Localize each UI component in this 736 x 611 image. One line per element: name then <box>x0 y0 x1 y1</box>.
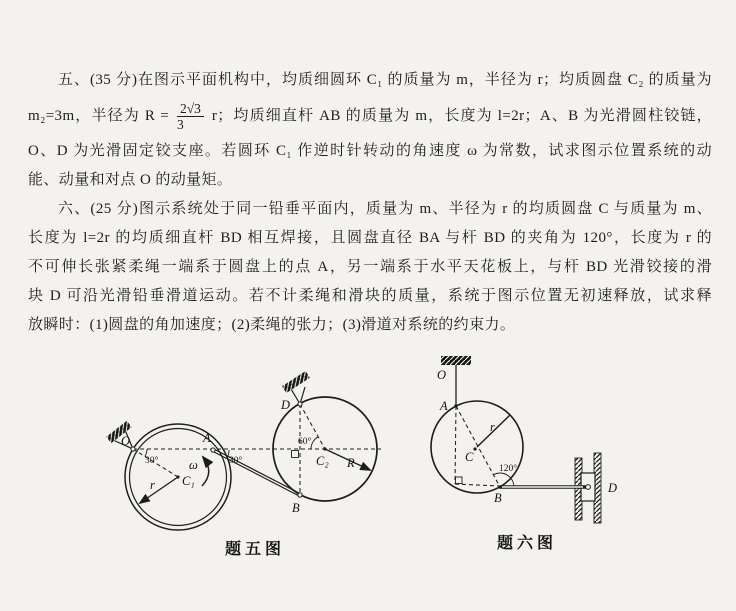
problem6-line2: 长度为 l=2r 的均质细直杆 BD 相互焊接，且圆盘直径 BA 与杆 BD 的夹角为 120°，长度为 r 的 <box>28 230 712 246</box>
figure-problem5 <box>95 368 395 563</box>
label-a: A <box>203 431 211 445</box>
fig6-caption: 题六图 <box>496 535 557 552</box>
problem6-line1: 六、(25 分)图示系统处于同一铅垂平面内，质量为 m、半径为 r 的均质圆盘 C 与质量为 m、 <box>58 201 712 217</box>
omega-rotation-arrow-icon <box>202 457 209 486</box>
label-r: r <box>150 478 155 492</box>
fraction-2root3-over-3 <box>177 101 204 133</box>
problem-text <box>28 66 712 340</box>
construction-lines-fig5 <box>133 404 381 495</box>
problem6-line3: 不可伸长张紧柔绳一端系于圆盘上的点 A，另一端系于水平天花板上，与杆 BD 光滑铰接的滑 <box>28 259 712 275</box>
label-angle-120-at-b: 120° <box>499 464 518 474</box>
problem5-line2 <box>28 95 712 137</box>
right-angle-marker-fig5 <box>292 451 299 458</box>
label-c1: C₁ <box>182 474 195 488</box>
angle-arcs-fig5 <box>145 437 318 458</box>
fraction-denominator: 3 <box>177 117 184 133</box>
fig5-caption: 题五图 <box>224 541 285 558</box>
right-angle-marker-fig6 <box>456 477 463 484</box>
problem5-line2-post: r；均质细直杆 AB 的质量为 m，长度为 l=2r；A、B 为光滑圆柱铰链， <box>211 108 712 124</box>
label-d: D <box>281 398 291 412</box>
rod-ab <box>212 449 300 496</box>
label-c2: C₂ <box>316 454 329 468</box>
problem5-line4: 能、动量和对点 O 的动量矩。 <box>28 172 233 188</box>
label-o: O <box>437 368 447 382</box>
label-b: B <box>292 501 300 515</box>
label-d: D <box>608 481 618 495</box>
label-angle-30-at-a: 30° <box>229 456 243 466</box>
label-o: O <box>121 434 131 448</box>
problem6-line4: 块 D 可沿光滑铅垂滑道运动。若不计柔绳和滑块的质量，系统于图示位置无初速释放，试求释 <box>28 288 712 304</box>
label-angle-30-at-o: 30° <box>145 456 159 466</box>
ceiling-support-icon <box>441 356 471 365</box>
label-r: r <box>490 420 495 434</box>
label-omega: ω <box>189 458 198 472</box>
problem6-line5: 放瞬时：(1)圆盘的角加速度；(2)柔绳的张力；(3)滑道对系统的约束力。 <box>28 317 516 333</box>
fraction-numerator: 2√3 <box>177 101 204 118</box>
label-R: R <box>347 456 355 470</box>
label-a: A <box>440 399 448 413</box>
label-b: B <box>494 491 502 505</box>
radius-r-arrow <box>140 477 178 503</box>
label-angle-60-at-c2: 60° <box>298 437 312 447</box>
problem5-line1: 五、(35 分)在图示平面机构中，均质细圆环 C₁ 的质量为 m，半径为 r；均质圆盘 C₂ 的质量为 <box>58 72 712 88</box>
problem5-line3: O、D 为光滑固定铰支座。若圆环 C₁ 作逆时针转动的角速度 ω 为常数，试求图示位置系统的动 <box>28 143 712 159</box>
problem5-line2-pre: m₂=3m，半径为 R = <box>28 108 170 124</box>
label-c: C <box>465 450 474 464</box>
figure-problem6 <box>425 350 645 545</box>
